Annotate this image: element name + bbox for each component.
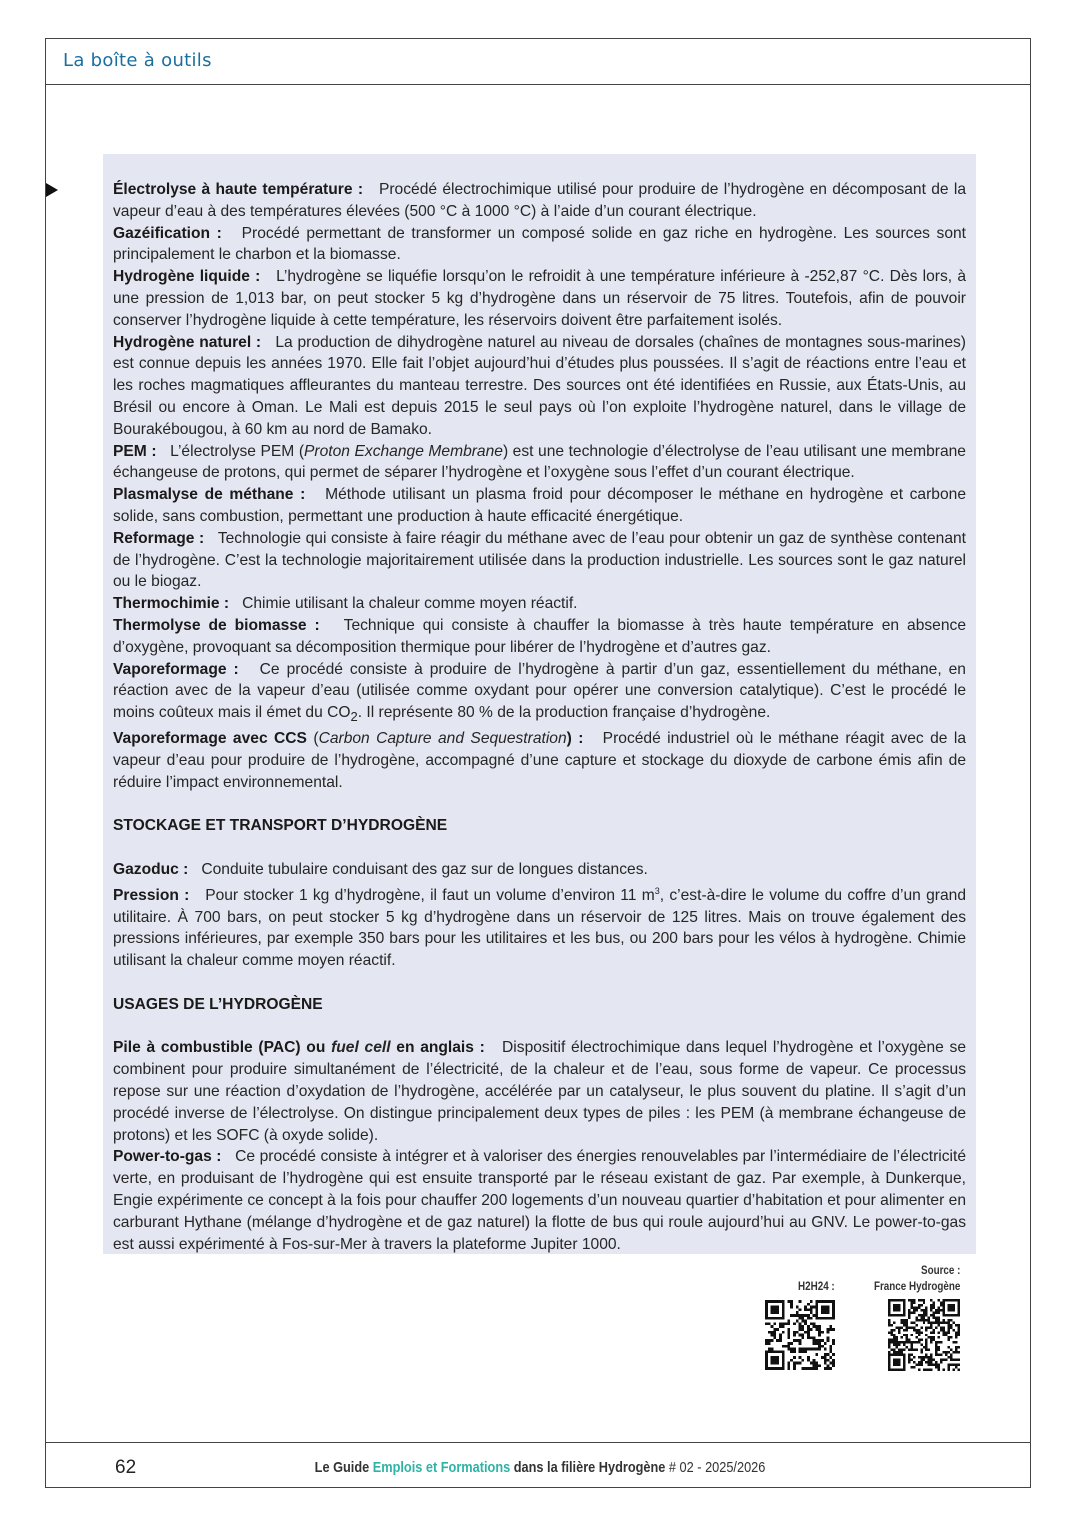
glossary-definition: Procédé électrochimique utilisé pour produire de l’hydrogène en décomposant de la vapeur d’eau à des températures élevées (500 °C à 1000 °C) à l’aide d’un courant électrique. xyxy=(113,181,967,220)
glossary-term xyxy=(113,730,307,747)
glossary-definition: Procédé industriel où le méthane réagit avec de la vapeur d’eau pour produire de l’hydrogène, accompagné d’une capture et stockage du dioxyde de carbone émis afin de réduire l’impact environnemental. xyxy=(113,730,966,791)
glossary-term: Gazoduc : xyxy=(113,860,189,878)
glossary-definition-superscript: 3 xyxy=(654,885,660,896)
glossary-entry-power-to-gas xyxy=(113,1146,966,1255)
glossary-definition: Chimie utilisant la chaleur comme moyen réactif. xyxy=(242,595,578,613)
glossary-term: Gazéification : xyxy=(113,224,222,242)
footer-guide-mid: dans la filière Hydrogène xyxy=(513,1459,666,1476)
glossary-definition-pre: L’électrolyse PEM ( xyxy=(170,442,305,460)
glossary-definition: ) est une technologie d’électrolyse de l’eau utilisant une membrane échangeuse de protons, qui permet de séparer l’hydrogène et l’oxygène sous l’effet d’un courant électrique. xyxy=(113,442,966,482)
glossary-term-italic: Carbon Capture and Sequestration xyxy=(318,730,567,748)
footer-divider xyxy=(45,1442,1031,1443)
glossary-term: PEM : xyxy=(113,442,157,460)
glossary-term: Hydrogène liquide : xyxy=(113,268,261,286)
glossary-term: Thermochimie : xyxy=(113,595,230,613)
qr-label-source-line1: Source : xyxy=(920,1263,960,1277)
footer-guide-pre: Le Guide xyxy=(314,1459,370,1476)
glossary-term: Pression : xyxy=(113,886,190,904)
glossary-definition: Dispositif électrochimique dans lequel l’hydrogène et l’oxygène se combinent pour produire simultanément de l’électricité, de la chaleur et de l’eau, sous forme de vapeur. Ce processus repose sur une réaction d’oxydation de l’hydrogène, accélérée par un catalyseur, le plus souvent du platine. Il s’agit d’un procédé inverse de l’électrolyse. On distingue principalement deux types de piles : les PEM (à membrane échangeuse de protons) et les SOFC (à oxyde solide). xyxy=(113,1039,967,1144)
glossary-entry-plasmalyse xyxy=(113,484,966,528)
glossary-definition: Technique qui consiste à chauffer la biomasse à très haute température en absence d’oxygène, provoquant sa décomposition thermique pour libérer de l’hydrogène et d’autres gaz. xyxy=(113,616,967,656)
qr-code-france-hydrogene-icon[interactable] xyxy=(888,1299,960,1371)
glossary-definition: La production de dihydrogène naturel au niveau de dorsales (chaînes de montagnes sous-marines) est connue depuis les années 1970. Elle fait l’objet aujourd’hui d’études plus poussées. Il s’agit de réactions entre l’eau et les roches magmatiques affleurantes du manteau terrestre. Des sources ont été identifiées en Russie, aux États-Unis, au Brésil ou encore à Oman. Le Mali est depuis 2015 le seul pays où l’on exploite l’hydrogène naturel, dans le village de Bourakébougou, à 60 km au nord de Bamako. xyxy=(113,333,966,438)
glossary-term: Thermolyse de biomasse : xyxy=(113,616,320,634)
glossary-term-pre: Pile à combustible (PAC) ou xyxy=(113,1039,332,1057)
footer-guide-accent: Emplois et Formations xyxy=(372,1459,511,1476)
glossary-entry-gazeification xyxy=(113,223,966,267)
glossary-definition-pre: Pour stocker 1 kg d’hydrogène, il faut un volume d’environ 11 m xyxy=(205,886,655,904)
glossary-entry-vaporeformage-ccs xyxy=(113,728,966,793)
glossary-entry-pem xyxy=(113,441,966,485)
section-title-stockage: STOCKAGE ET TRANSPORT D’HYDROGÈNE xyxy=(113,817,448,835)
glossary-entry-hydrogene-naturel xyxy=(113,332,966,441)
glossary-definition-subscript: 2 xyxy=(350,709,358,725)
glossary-term: Plasmalyse de méthane : xyxy=(113,486,306,504)
section-title-usages: USAGES DE L’HYDROGÈNE xyxy=(113,995,323,1013)
qr-label-source-line2: France Hydrogène xyxy=(873,1279,960,1293)
glossary-definition: Ce procédé consiste à intégrer et à valoriser des énergies renouvelables par l’intermédiaire de l’électricité verte, en produisant de l’hydrogène qui est ensuite transporté par le réseau existant de gaz. Par exemple, à Dunkerque, Engie expérimente ce concept à la fois pour chauffer 200 logements d’un nouveau quartier d’habitation et pour alimenter en carburant Hythane (mélange d’hydrogène et de gaz naturel) la flotte de bus qui roule aujourd’hui au GNV. Le power-to-gas est aussi expérimenté à Fos-sur-Mer à travers la plateforme Jupiter 1000. xyxy=(113,1148,967,1253)
glossary-entry-reformage xyxy=(113,528,966,593)
glossary-definition: Conduite tubulaire conduisant des gaz sur de longues distances. xyxy=(201,860,648,878)
glossary-definition: Méthode utilisant un plasma froid pour décomposer le méthane en hydrogène et carbone solide, sans combustion, permettant une production à haute efficacité énergétique. xyxy=(113,486,966,525)
glossary-definition: L’hydrogène se liquéfie lorsqu’on le refroidit à une température inférieure à -252,87 °C. Dès lors, à une pression de 1,013 bar, on peut stocker 5 kg d’hydrogène dans un réservoir de 75 litres. Toutefois, afin de pouvoir conserver l’hydrogène liquide à cette température, les réservoirs doivent être parfaitement isolés. xyxy=(113,268,966,329)
glossary-term-italic: fuel cell xyxy=(331,1039,391,1057)
glossary-box xyxy=(103,154,976,1254)
header-divider xyxy=(45,84,1031,85)
glossary-term: Électrolyse à haute température : xyxy=(113,181,364,198)
glossary-entry-thermochimie xyxy=(113,593,966,615)
footer-guide-title xyxy=(315,1459,766,1476)
glossary-entry-thermolyse xyxy=(113,615,966,659)
section-header-title: La boîte à outils xyxy=(63,50,212,71)
glossary-term: Vaporeformage : xyxy=(113,660,239,678)
glossary-term-post: en anglais : xyxy=(390,1039,485,1057)
qr-label-source xyxy=(874,1262,960,1294)
glossary-entry-gazoduc xyxy=(113,859,966,881)
glossary-term: Reformage : xyxy=(113,529,205,547)
glossary-term-pre: Vaporeformage avec CCS xyxy=(113,730,307,748)
glossary-term-plain: ( xyxy=(306,730,319,748)
glossary-entry-pile-combustible xyxy=(113,1037,966,1146)
glossary-definition-italic: Proton Exchange Membrane xyxy=(304,442,503,460)
glossary-term: Power-to-gas : xyxy=(113,1148,222,1166)
page-number: 62 xyxy=(115,1457,137,1478)
qr-code-h2h24-icon[interactable] xyxy=(765,1300,835,1370)
glossary-entry-vaporeformage xyxy=(113,659,966,729)
glossary-definition: Technologie qui consiste à faire réagir du méthane avec de l’eau pour obtenir un gaz de synthèse contenant de l’hydrogène. C’est la technologie majoritairement utilisée dans la production industrielle. Les sources sont le gaz naturel ou le biogaz. xyxy=(113,529,967,591)
glossary-entry-hydrogene-liquide xyxy=(113,266,966,331)
glossary-definition: Procédé permettant de transformer un composé solide en gaz riche en hydrogène. Les sources sont principalement le charbon et la biomasse. xyxy=(113,224,966,264)
glossary-entry-electrolyse-haute-temperature xyxy=(113,179,966,223)
glossary-definition: . Il représente 80 % de la production française d’hydrogène. xyxy=(357,704,771,722)
glossary-definition-pre: Ce procédé consiste à produire de l’hydrogène à partir d’un gaz, essentiellement du méthane, en réaction avec de la vapeur d’eau (utilisée comme oxydant pour opérer une conversion catalytique). C’est le procédé le moins coûteux mais il émet du CO xyxy=(113,660,966,722)
glossary-definition: , c’est-à-dire le volume du coffre d’un grand utilitaire. À 700 bars, on peut stocker 5 kg d’hydrogène dans un réservoir de 125 litres. Mais on trouve également des pressions inférieures, par exemple 350 bars pour les utilitaires et les bus, ou 200 bars pour les vélos à hydrogène. Chimie utilisant la chaleur comme moyen réactif. xyxy=(113,886,966,970)
triangle-marker-icon xyxy=(46,183,58,197)
glossary-entry-pression xyxy=(113,881,966,972)
glossary-term-post: ) : xyxy=(566,730,584,748)
footer-guide-issue: # 02 - 2025/2026 xyxy=(668,1459,766,1476)
qr-label-h2h24: H2H24 : xyxy=(798,1279,835,1293)
glossary-term: Hydrogène naturel : xyxy=(113,333,262,351)
